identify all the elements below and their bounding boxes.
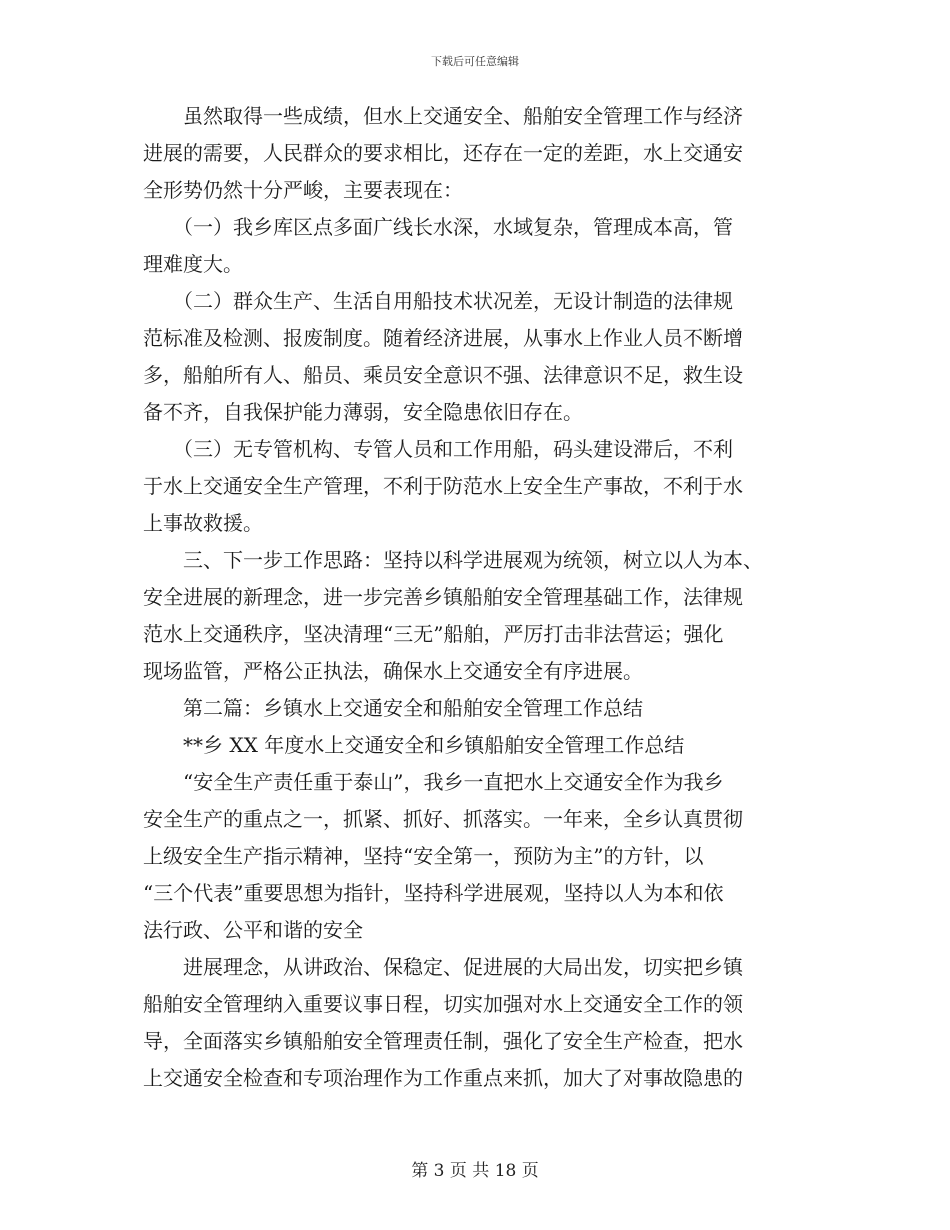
text-line: 备不齐，自我保护能力薄弱，安全隐患依旧存在。 [143, 400, 583, 424]
text-line: 导，全面落实乡镇船舶安全管理责任制，强化了安全生产检查，把水 [143, 1029, 743, 1053]
section-subheading: **乡 XX 年度水上交通安全和乡镇船舶安全管理工作总结 [143, 733, 685, 757]
text-line: 上级安全生产指示精神，坚持“安全第一，预防为主”的方针，以 [143, 844, 704, 868]
text-line: 进展的需要，人民群众的要求相比，还存在一定的差距，水上交通安 [143, 141, 743, 165]
text-line: （二）群众生产、生活自用船技术状况差，无设计制造的法律规 [143, 289, 733, 313]
text-line: 上交通安全检查和专项治理作为工作重点来抓，加大了对事故隐患的 [143, 1066, 743, 1090]
text-line: 范标准及检测、报废制度。随着经济进展，从事水上作业人员不断增 [143, 326, 743, 350]
page-footer: 第 3 页 共 18 页 [411, 1161, 539, 1181]
text-line: 进展理念，从讲政治、保稳定、促进展的大局出发，切实把乡镇 [143, 955, 743, 979]
text-line: 多，船舶所有人、船员、乘员安全意识不强、法律意识不足，救生设 [143, 363, 743, 387]
text-line: 法行政、公平和谐的安全 [143, 918, 363, 942]
text-line: （一）我乡库区点多面广线长水深，水域复杂，管理成本高，管 [143, 215, 733, 239]
text-line: 于水上交通安全生产管理，不利于防范水上安全生产事故，不利于水 [143, 474, 743, 498]
text-line: “三个代表”重要思想为指针，坚持科学进展观，坚持以人为本和依 [143, 881, 724, 905]
text-line: （三）无专管机构、专管人员和工作用船，码头建设滞后，不利 [143, 437, 733, 461]
text-line: 现场监管，严格公正执法，确保水上交通安全有序进展。 [143, 659, 643, 683]
text-line: 全形势仍然十分严峻，主要表现在： [143, 178, 463, 202]
text-line: 虽然取得一些成绩，但水上交通安全、船舶安全管理工作与经济 [143, 104, 743, 128]
section-heading: 第二篇：乡镇水上交通安全和船舶安全管理工作总结 [143, 696, 643, 720]
text-line: 三、下一步工作思路：坚持以科学进展观为统领，树立以人为本、 [143, 548, 763, 572]
text-line: “安全生产责任重于泰山”，我乡一直把水上交通安全作为我乡 [143, 770, 724, 794]
text-line: 理难度大。 [143, 252, 243, 276]
text-line: 安全进展的新理念，进一步完善乡镇船舶安全管理基础工作，法律规 [143, 585, 743, 609]
text-line: 范水上交通秩序，坚决清理“三无”船舶，严厉打击非法营运；强化 [143, 622, 724, 646]
text-line: 上事故救援。 [143, 511, 263, 535]
text-line: 船舶安全管理纳入重要议事日程，切实加强对水上交通安全工作的领 [143, 992, 743, 1016]
page-header: 下载后可任意编辑 [431, 55, 519, 68]
text-line: 安全生产的重点之一，抓紧、抓好、抓落实。一年来，全乡认真贯彻 [143, 807, 743, 831]
